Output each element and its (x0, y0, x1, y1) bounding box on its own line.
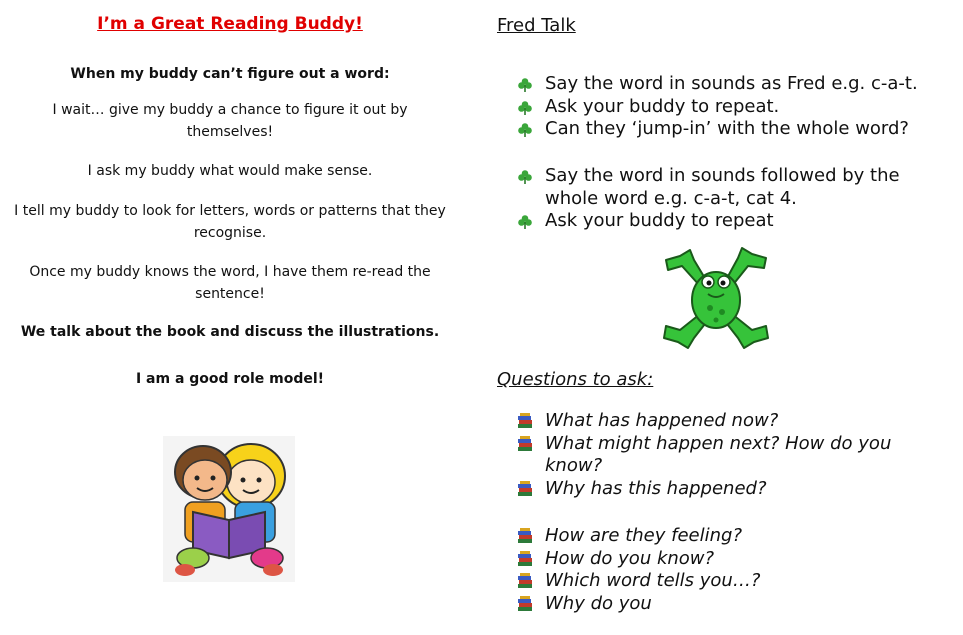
list-item: Which word tells you…? (517, 570, 935, 593)
list-item: Say the word in sounds as Fred e.g. c-a-t. (517, 73, 945, 96)
page-title: I’m a Great Reading Buddy! (97, 14, 363, 34)
questions-list-1 (517, 410, 935, 500)
clover-icon (517, 210, 537, 232)
clover-icon (517, 96, 537, 118)
book-stack-icon (517, 478, 537, 500)
book-stack-icon (517, 433, 537, 455)
list-item: How do you know? (517, 548, 935, 571)
clover-icon (517, 165, 537, 187)
fred-talk-list-2 (517, 165, 945, 233)
frog-illustration (660, 246, 772, 350)
bold-line-talk: We talk about the book and discuss the illustrations. (20, 324, 440, 340)
paragraph-wait: I wait… give my buddy a chance to figure it out by themselves! (52, 102, 408, 140)
bold-line-role-model: I am a good role model! (135, 371, 325, 387)
paragraph-reread: Once my buddy knows the word, I have them re-read the sentence! (29, 264, 431, 302)
clover-icon (517, 73, 537, 95)
list-item: Why has this happened? (517, 478, 935, 501)
book-stack-icon (517, 593, 537, 615)
book-stack-icon (517, 525, 537, 547)
frog-icon (660, 246, 772, 350)
list-item: Why do you (517, 593, 935, 616)
list-item: Say the word in sounds followed by the whole word e.g. c-a-t, cat 4. (517, 165, 945, 210)
paragraph-letters: I tell my buddy to look for letters, words or patterns that they recognise. (14, 203, 446, 241)
questions-list-2 (517, 525, 935, 615)
list-item: What has happened now? (517, 410, 935, 433)
book-stack-icon (517, 410, 537, 432)
list-item: What might happen next? How do you know? (517, 433, 935, 478)
list-item: Can they ‘jump-in’ with the whole word? (517, 118, 945, 141)
book-stack-icon (517, 570, 537, 592)
list-item: Ask your buddy to repeat. (517, 96, 945, 119)
children-reading-illustration (163, 436, 295, 582)
book-stack-icon (517, 548, 537, 570)
children-reading-icon (163, 436, 295, 582)
questions-heading: Questions to ask: (497, 369, 654, 390)
subheading: When my buddy can’t figure out a word: (70, 66, 390, 82)
fred-talk-list-1 (517, 73, 945, 141)
paragraph-sense: I ask my buddy what would make sense. (87, 163, 373, 179)
fred-talk-heading: Fred Talk (497, 15, 576, 36)
list-item: Ask your buddy to repeat (517, 210, 945, 233)
list-item: How are they feeling? (517, 525, 935, 548)
clover-icon (517, 118, 537, 140)
